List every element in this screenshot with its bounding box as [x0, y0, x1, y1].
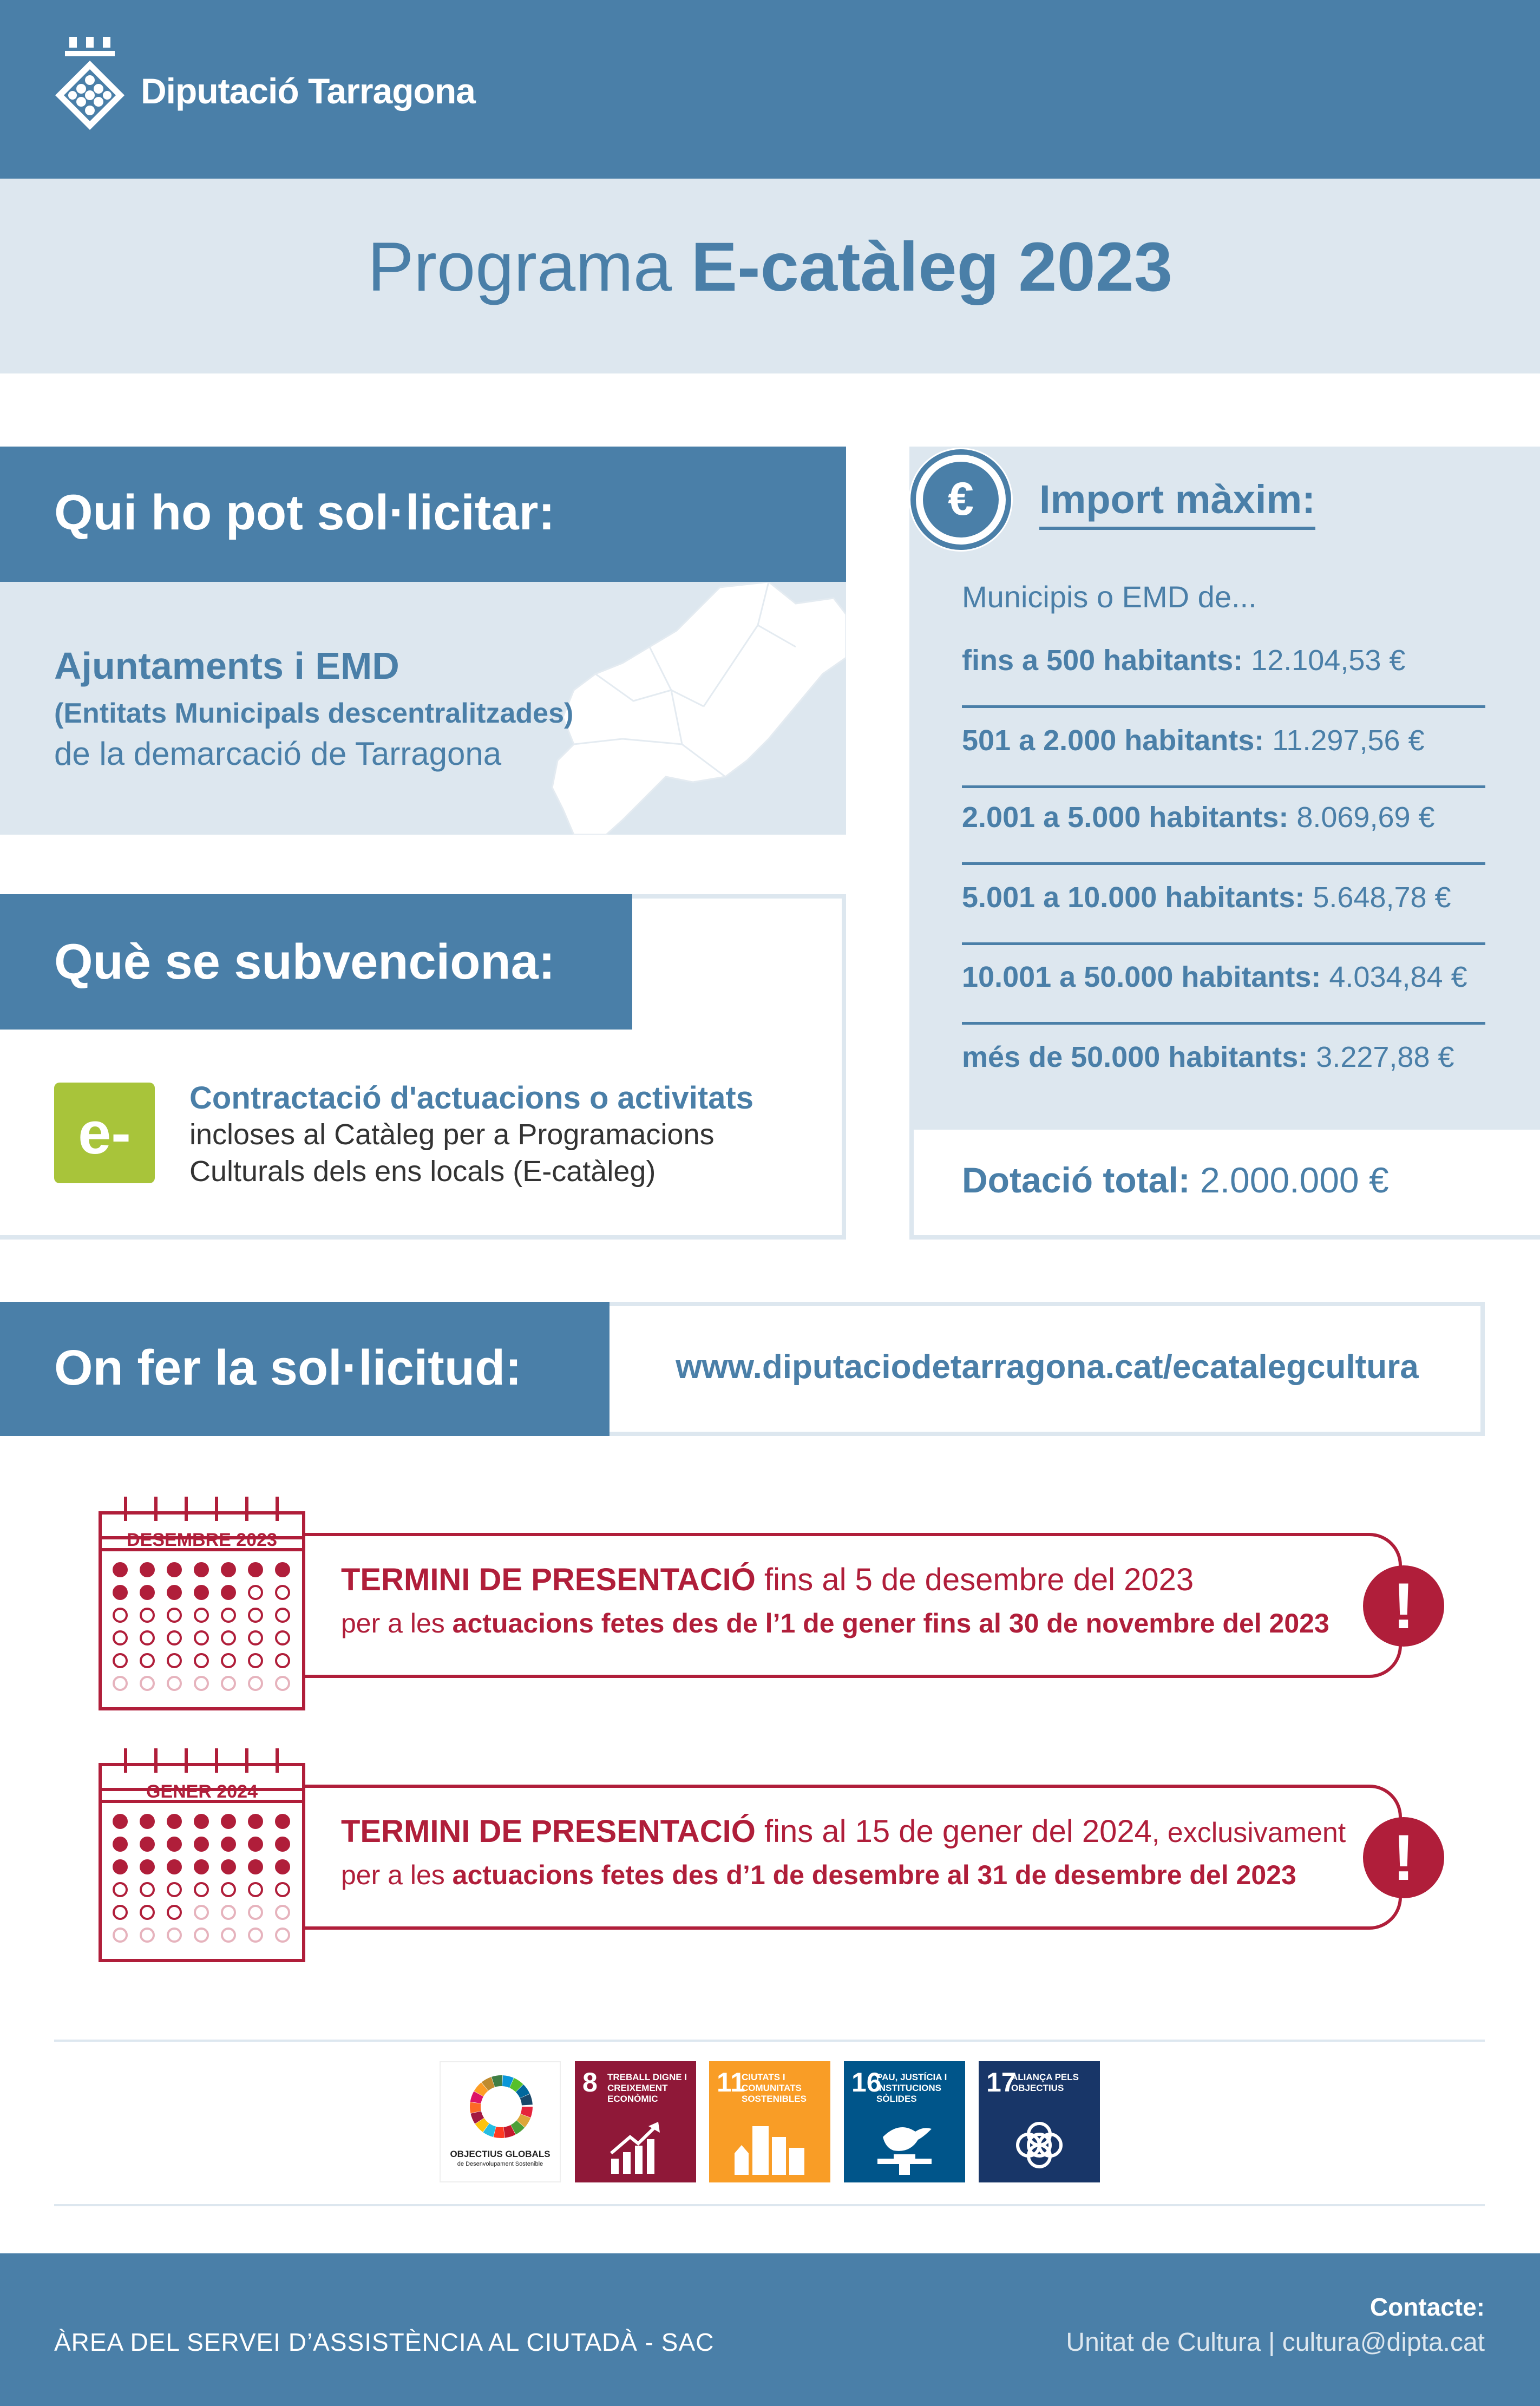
calendar-day-dot	[222, 1860, 235, 1873]
euro-icon	[907, 445, 1015, 554]
calendar-day-dot	[114, 1883, 127, 1896]
tier-row: 501 a 2.000 habitants: 11.297,56 €	[962, 708, 1485, 788]
calendar-day-dot	[195, 1929, 208, 1942]
calendar-day-dot	[276, 1563, 289, 1576]
on-heading: On fer la sol·licitud:	[54, 1340, 522, 1395]
calendar-day-dot	[141, 1815, 154, 1828]
calendar-day-dot	[222, 1929, 235, 1942]
calendar-december-icon	[99, 1494, 305, 1710]
calendar-day-dot	[114, 1815, 127, 1828]
deadline-2-subtitle: per a les actuacions fetes des d’1 de desembre al 31 de desembre del 2023	[341, 1860, 1296, 1890]
sdg-global-label: OBJECTIUS GLOBALS	[450, 2149, 551, 2159]
que-line-2: incloses al Catàleg per a Programacions	[189, 1118, 715, 1151]
calendar-day-dot	[168, 1815, 181, 1828]
calendar-day-dot	[222, 1586, 235, 1599]
calendar-day-dot	[195, 1609, 208, 1622]
calendar-day-dot	[276, 1631, 289, 1644]
partnership-rings-icon	[1012, 2118, 1066, 2172]
calendar-day-dot	[168, 1609, 181, 1622]
city-buildings-icon	[732, 2115, 808, 2175]
calendar-day-dot	[276, 1815, 289, 1828]
calendar-day-dot	[141, 1654, 154, 1667]
calendar-day-dot	[114, 1563, 127, 1576]
calendar-day-dot	[276, 1838, 289, 1851]
deadline-1-subtitle: per a les actuacions fetes des de l’1 de gener fins al 30 de novembre del 2023	[341, 1608, 1329, 1638]
qui-line-1: Ajuntaments i EMD	[54, 645, 399, 687]
deadline-box-2	[292, 1785, 1402, 1930]
calendar-day-dot	[222, 1677, 235, 1690]
sdg-goal-8	[575, 2061, 696, 2182]
growth-chart-icon	[608, 2121, 663, 2175]
sdg-number: 17	[986, 2067, 1017, 2097]
calendar-day-dot	[141, 1929, 154, 1942]
calendar-day-dot	[222, 1815, 235, 1828]
sdg-label: ALIANÇA PELS OBJECTIUS	[1011, 2072, 1079, 2093]
sdg-global-sub: de Desenvolupament Sostenible	[457, 2161, 543, 2167]
calendar-day-dot	[195, 1906, 208, 1919]
calendar-day-dot	[141, 1563, 154, 1576]
calendar-day-dot	[276, 1906, 289, 1919]
qui-line-2: (Entitats Municipals descentralitzades)	[54, 698, 574, 729]
sdg-wheel-icon	[469, 2074, 534, 2139]
qui-heading: Qui ho pot sol·licitar:	[54, 485, 555, 540]
deadline-box-1	[292, 1533, 1402, 1678]
tarragona-map-icon	[541, 582, 846, 835]
calendar-day-dot	[114, 1654, 127, 1667]
calendar-day-dot	[222, 1609, 235, 1622]
calendar-day-dot	[276, 1677, 289, 1690]
tier-row: 5.001 a 10.000 habitants: 5.648,78 €	[962, 865, 1485, 945]
calendar-day-dot	[249, 1631, 262, 1644]
calendar-day-dot	[114, 1838, 127, 1851]
calendar-day-dot	[168, 1563, 181, 1576]
dove-gavel-icon	[872, 2115, 937, 2175]
e-cataleg-icon-text: e-	[78, 1100, 131, 1166]
calendar-day-dot	[141, 1838, 154, 1851]
alert-icon: !	[1363, 1565, 1444, 1647]
application-url-link[interactable]: www.diputaciodetarragona.cat/ecatalegcultura	[676, 1348, 1419, 1386]
calendar-day-dot	[114, 1609, 127, 1622]
euro-symbol: €	[948, 473, 974, 525]
tier-row: 2.001 a 5.000 habitants: 8.069,69 €	[962, 785, 1485, 865]
calendar-day-dot	[195, 1883, 208, 1896]
calendar-day-dot	[195, 1677, 208, 1690]
tier-row: més de 50.000 habitants: 3.227,88 €	[962, 1041, 1454, 1073]
calendar-day-dot	[195, 1586, 208, 1599]
calendar-day-dot	[276, 1586, 289, 1599]
sdg-label: PAU, JUSTÍCIA I INSTITUCIONS SÒLIDES	[876, 2072, 947, 2104]
calendar-day-dot	[249, 1654, 262, 1667]
calendar-day-dot	[249, 1563, 262, 1576]
calendar-day-dot	[114, 1929, 127, 1942]
calendar-day-dot	[195, 1815, 208, 1828]
calendar-day-dot	[249, 1609, 262, 1622]
calendar-day-dot	[195, 1654, 208, 1667]
calendar-day-dot	[114, 1586, 127, 1599]
divider	[54, 2040, 1485, 2042]
sdg-number: 16	[851, 2067, 882, 2097]
calendar-day-dot	[276, 1929, 289, 1942]
calendar-month: DESEMBRE 2023	[127, 1530, 277, 1550]
sdg-goal-16	[844, 2061, 965, 2182]
calendar-day-dot	[276, 1609, 289, 1622]
calendar-day-dot	[195, 1860, 208, 1873]
calendar-day-dot	[195, 1838, 208, 1851]
calendar-day-dot	[141, 1631, 154, 1644]
calendar-day-dot	[168, 1838, 181, 1851]
calendar-day-dot	[114, 1631, 127, 1644]
calendar-day-dot	[276, 1654, 289, 1667]
que-line-1: Contractació d'actuacions o activitats	[189, 1080, 753, 1116]
calendar-day-dot	[249, 1906, 262, 1919]
tier-row: fins a 500 habitants: 12.104,53 €	[962, 628, 1485, 708]
calendar-day-dot	[222, 1563, 235, 1576]
calendar-day-dot	[276, 1860, 289, 1873]
sdg-global-badge	[440, 2061, 561, 2182]
calendar-day-dot	[168, 1677, 181, 1690]
que-heading: Què se subvenciona:	[54, 934, 555, 989]
calendar-day-dot	[141, 1906, 154, 1919]
calendar-day-dot	[114, 1860, 127, 1873]
sdg-goal-11	[709, 2061, 830, 2182]
calendar-day-dot	[249, 1586, 262, 1599]
tier-row: 10.001 a 50.000 habitants: 4.034,84 €	[962, 945, 1485, 1025]
calendar-january-icon	[99, 1746, 305, 1962]
sdg-label: CIUTATS I COMUNITATS SOSTENIBLES	[742, 2072, 807, 2104]
alert-icon: !	[1363, 1817, 1444, 1898]
footer-contact-link[interactable]: Unitat de Cultura | cultura@dipta.cat	[1066, 2328, 1485, 2357]
qui-line-3: de la demarcació de Tarragona	[54, 736, 502, 772]
calendar-day-dot	[249, 1838, 262, 1851]
calendar-day-dot	[141, 1609, 154, 1622]
calendar-day-dot	[114, 1677, 127, 1690]
divider	[54, 2204, 1485, 2206]
import-heading: Import màxim:	[1039, 476, 1315, 530]
calendar-day-dot	[222, 1906, 235, 1919]
calendar-day-dot	[249, 1929, 262, 1942]
calendar-day-dot	[141, 1883, 154, 1896]
import-subheading: Municipis o EMD de...	[962, 580, 1257, 614]
deadline-1-title: TERMINI DE PRESENTACIÓ fins al 5 de desembre del 2023	[341, 1562, 1194, 1597]
calendar-day-dot	[276, 1883, 289, 1896]
calendar-day-dot	[249, 1677, 262, 1690]
calendar-day-dot	[222, 1654, 235, 1667]
calendar-day-dot	[222, 1838, 235, 1851]
sdg-number: 11	[717, 2067, 745, 2097]
calendar-day-dot	[168, 1654, 181, 1667]
calendar-day-dot	[168, 1906, 181, 1919]
footer-area-label: ÀREA DEL SERVEI D’ASSISTÈNCIA AL CIUTADÀ - SAC	[54, 2328, 715, 2356]
calendar-month: GENER 2024	[146, 1781, 258, 1802]
calendar-day-dot	[141, 1677, 154, 1690]
calendar-day-dot	[141, 1860, 154, 1873]
sdg-label: TREBALL DIGNE I CREIXEMENT ECONÒMIC	[607, 2072, 687, 2104]
sdg-number: 8	[582, 2067, 598, 2097]
calendar-day-dot	[222, 1883, 235, 1896]
calendar-day-dot	[249, 1860, 262, 1873]
calendar-day-dot	[168, 1860, 181, 1873]
brand-name: Diputació Tarragona	[141, 71, 475, 111]
calendar-day-dot	[141, 1586, 154, 1599]
calendar-day-dot	[168, 1586, 181, 1599]
diputacio-logo-icon	[53, 37, 127, 132]
calendar-day-dot	[168, 1929, 181, 1942]
calendar-day-dot	[249, 1883, 262, 1896]
calendar-day-dot	[195, 1631, 208, 1644]
import-total: Dotació total: 2.000.000 €	[962, 1160, 1389, 1200]
calendar-day-dot	[195, 1563, 208, 1576]
calendar-day-dot	[168, 1631, 181, 1644]
footer-contact-label: Contacte:	[1369, 2293, 1485, 2321]
deadline-2-title: TERMINI DE PRESENTACIÓ fins al 15 de gener del 2024, exclusivament	[341, 1814, 1346, 1849]
sdg-goal-17	[979, 2061, 1100, 2182]
calendar-day-dot	[168, 1883, 181, 1896]
calendar-day-dot	[222, 1631, 235, 1644]
calendar-day-dot	[249, 1815, 262, 1828]
que-line-3: Culturals dels ens locals (E-catàleg)	[189, 1155, 656, 1188]
calendar-day-dot	[114, 1906, 127, 1919]
page-title: Programa E-catàleg 2023	[368, 228, 1172, 306]
